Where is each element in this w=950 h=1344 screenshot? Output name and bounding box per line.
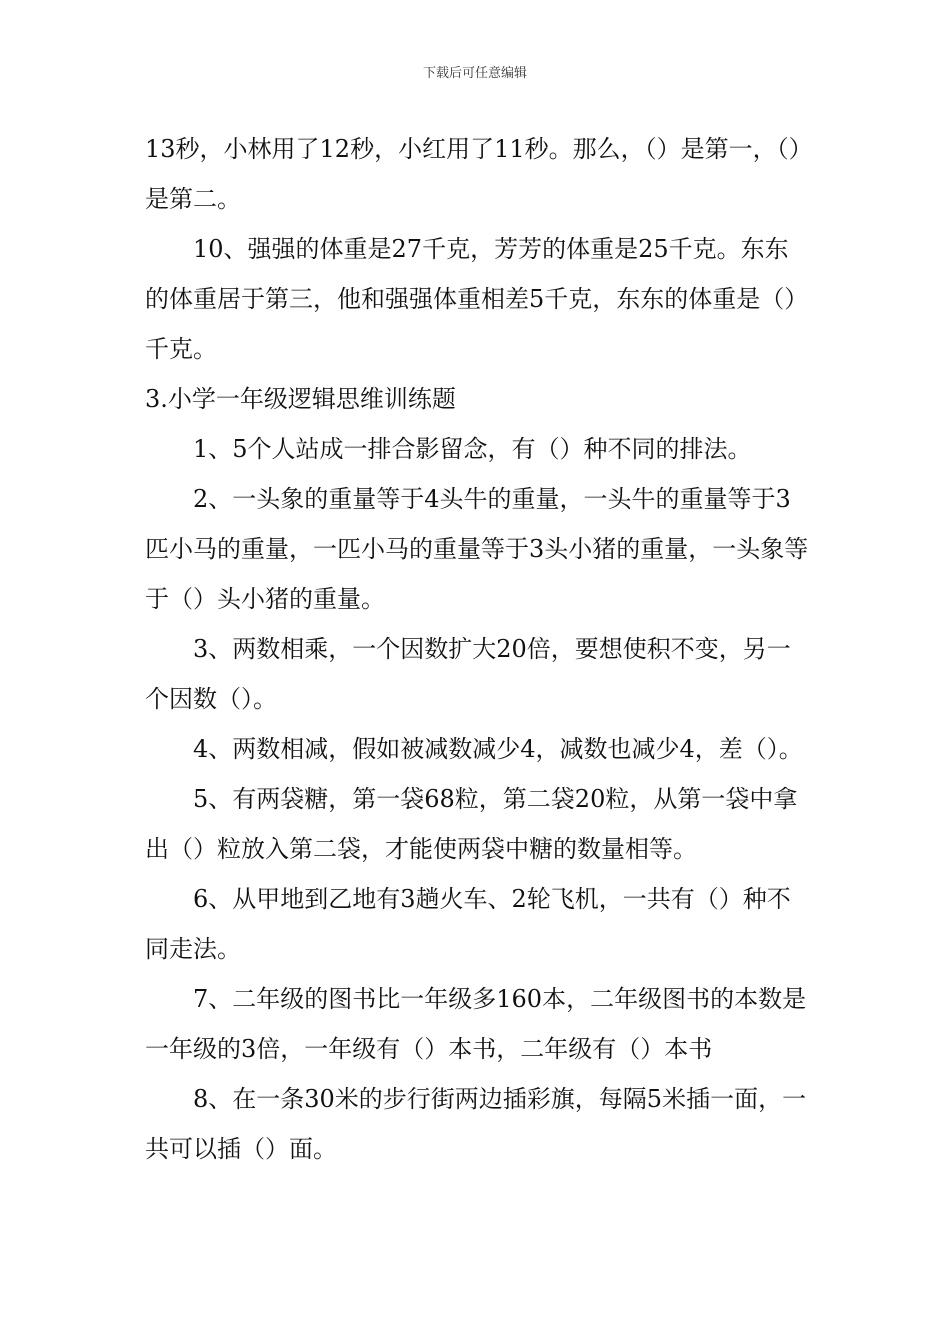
section-heading: 3.小学一年级逻辑思维训练题 [145, 385, 456, 413]
question-item-1: 1、5个人站成一排合影留念，有（）种不同的排法。 [193, 435, 752, 463]
question-item-8: 8、在一条30米的步行街两边插彩旗，每隔5米插一面，一共可以插（）面。 [145, 1085, 807, 1163]
question-item-5: 5、有两袋糖，第一袋68粒，第二袋20粒，从第一袋中拿出（）粒放入第二袋，才能使两袋中糖的数量相等。 [145, 785, 798, 863]
paragraph-continued-question: 13秒，小林用了12秒，小红用了11秒。那么，（）是第一，（）是第二。 [145, 135, 801, 213]
question-item-4: 4、两数相减，假如被减数减少4，减数也减少4，差（）。 [193, 735, 803, 763]
question-item-3: 3、两数相乘，一个因数扩大20倍，要想使积不变，另一个因数（）。 [145, 635, 791, 713]
page-header: 下载后可任意编辑 [422, 66, 527, 81]
question-item-2: 2、一头象的重量等于4头牛的重量，一头牛的重量等于3匹小马的重量，一匹小马的重量等于3头小猪的重量，一头象等于（）头小猪的重量。 [145, 485, 809, 613]
paragraph-question-10: 10、强强的体重是27千克，芳芳的体重是25千克。东东的体重居于第三，他和强强体重相差5千克，东东的体重是（）千克。 [145, 235, 809, 363]
document-body [145, 124, 809, 1174]
question-item-6: 6、从甲地到乙地有3趟火车、2轮飞机，一共有（）种不同走法。 [145, 885, 791, 963]
question-item-7: 7、二年级的图书比一年级多160本，二年级图书的本数是一年级的3倍，一年级有（）本书，二年级有（）本书 [145, 985, 807, 1063]
